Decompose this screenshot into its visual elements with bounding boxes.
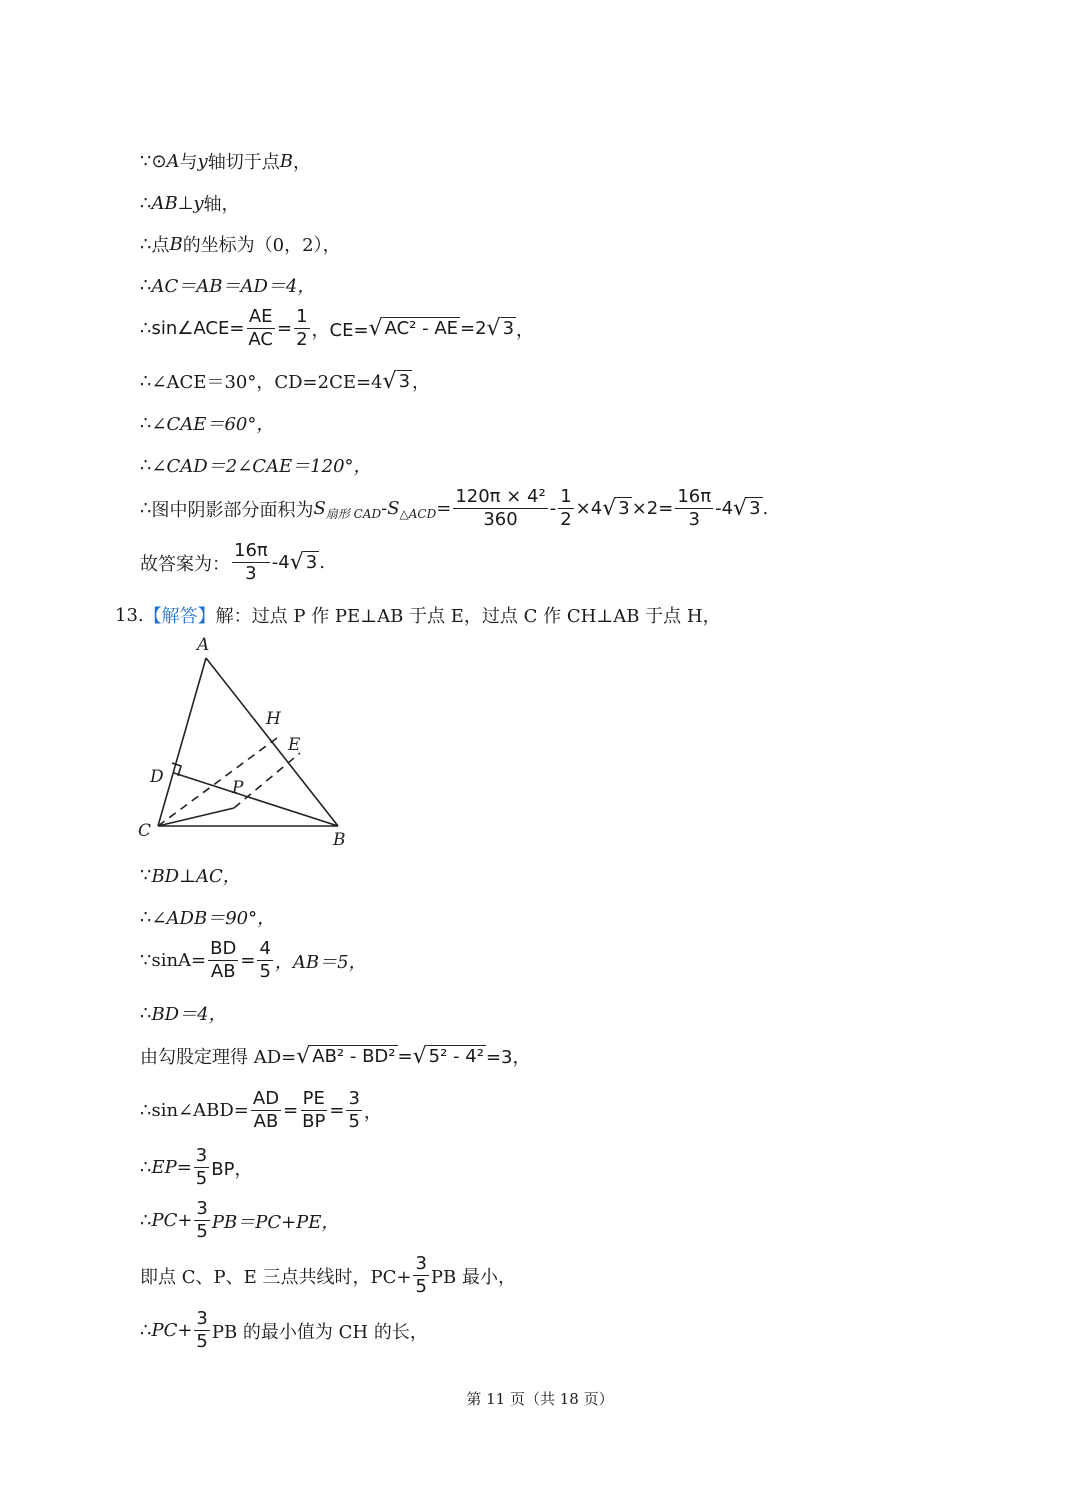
text: ， [292,152,311,173]
label-H: H [266,709,281,729]
solution-line-14 [140,938,367,983]
therefore-symbol: ∴ [140,1210,152,1231]
fraction [294,306,309,351]
text: ， [412,372,431,393]
therefore-symbol: ∴ [140,1002,152,1024]
denominator: 5 [415,1276,427,1297]
text: 与 [179,152,198,173]
square-root: √ 3 [733,496,761,521]
text: PB 的最小值为 CH 的长， [211,1321,428,1343]
numerator: 16π [234,540,268,561]
square-root: √ 3 [382,368,411,394]
text: PC+ [151,1320,193,1341]
fraction [413,1253,428,1298]
solution-line-5 [140,306,534,351]
label-E: E [288,735,301,755]
radicand: 3 [398,370,411,392]
numerator: 3 [195,1145,208,1166]
triangle-figure [130,630,360,850]
because-symbol: ∵ [140,150,152,172]
fraction [194,1198,209,1243]
square-root: √ AB² - BD² [296,1043,396,1069]
denominator: 2 [296,329,308,350]
therefore-symbol: ∴ [140,906,152,928]
text: - [381,498,388,519]
segment-DB [174,773,338,826]
radicand: 5² - 4² [428,1045,484,1067]
fraction [232,540,270,585]
fraction [558,486,573,531]
numerator: PE [302,1088,325,1109]
text: sin∠ACE= [151,318,245,339]
text: 解：过点 P 作 PE⊥AB 于点 E，过点 C 作 CH⊥AB 于点 H， [215,606,721,627]
solution-line-20 [140,1253,516,1298]
therefore-symbol: ∴ [140,498,152,519]
denominator: 5 [196,1331,208,1352]
circle-symbol: ⊙ [151,150,167,172]
text: sinA= [151,950,207,971]
solution-line-12 [140,862,241,888]
therefore-symbol: ∴ [140,454,152,476]
because-symbol: ∵ [140,864,152,886]
fraction [257,938,272,983]
text: ， [516,319,535,341]
fraction [194,1308,209,1353]
text: PB 最小， [430,1266,516,1288]
radicand: 3 [305,552,318,573]
solution-line-21 [140,1308,428,1353]
denominator: 3 [245,563,257,584]
expression: BD＝4， [151,1004,227,1025]
text: ×4 [575,498,603,519]
denominator: BP [302,1111,326,1132]
text: BP， [211,1158,253,1180]
solution-line-16 [140,1043,530,1069]
radicand: AC² - AE [384,318,458,339]
solution-line-13 [140,904,275,930]
numerator: 3 [196,1308,208,1329]
subscript: 扇形 CAD [325,507,382,521]
text: ∠ACE＝30°，CD=2CE=4 [151,372,383,393]
radicand: AB² - BD² [312,1045,396,1067]
text: = [283,1100,299,1121]
therefore-symbol: ∴ [140,192,152,214]
text: ×2= [631,498,674,519]
denominator: AC [248,329,273,350]
text: 由勾股定理得 AD= [140,1047,297,1068]
denominator: 5 [259,961,271,982]
expression: ∠CAE＝60°， [151,414,275,435]
text: = [436,498,452,519]
var-y: y [193,192,204,214]
expression: ∠ADB＝90°， [151,908,276,929]
numerator: AD [252,1088,280,1109]
solution-line-18 [140,1145,252,1190]
denominator: 5 [195,1168,208,1189]
fraction [208,938,238,983]
text: ， [363,1101,382,1123]
answer-tag: 【解答】 [143,606,216,627]
label-D: D [150,767,164,787]
text: 点 [151,235,170,256]
solution-line-19 [140,1198,339,1243]
var-A: A [166,150,180,172]
solution-line-15 [140,1000,227,1026]
numerator: 3 [415,1253,427,1274]
text: -4 [715,498,734,519]
therefore-symbol: ∴ [140,1100,152,1121]
numerator: 3 [348,1088,360,1109]
label-C: C [138,821,152,841]
label-P: P [232,778,244,798]
denominator: AB [253,1111,279,1132]
text: - [549,498,557,519]
text: 故答案为： [140,553,230,575]
text: . [762,498,769,519]
fraction [300,1088,327,1133]
solution-line-3 [140,231,341,257]
square-root: √ AC² - AE [368,316,458,341]
expression: BD⊥AC， [151,866,241,887]
text: sin∠ABD= [151,1100,249,1121]
text: = [397,1045,413,1067]
therefore-symbol: ∴ [140,318,152,339]
numerator: 1 [560,486,572,507]
square-root: √ 5² - 4² [412,1043,484,1069]
var-B: B [279,150,293,172]
fraction [453,486,547,531]
solution-line-1 [140,148,311,174]
denominator: AB [210,961,236,982]
numerator: 4 [259,938,271,959]
text: ，AB＝5， [274,951,367,973]
expression: AC＝AB＝AD＝4， [151,276,316,297]
text: -4 [271,552,290,573]
denominator: 2 [560,509,572,530]
text: = [240,950,256,971]
solution-line-9 [140,486,768,531]
because-symbol: ∵ [140,950,152,971]
dashed-PE [234,753,300,808]
text: = [329,1100,345,1121]
solution-line-4 [140,272,315,298]
fraction [194,1145,209,1190]
numerator: 120π × 4² [455,486,546,507]
therefore-symbol: ∴ [140,1320,152,1341]
page-footer: 第 11 页（共 18 页） [466,1390,614,1408]
numerator: AE [248,306,273,327]
radicand: 3 [618,498,630,519]
text: EP= [151,1157,192,1178]
denominator: 360 [483,509,518,530]
text: 的坐标为（0，2）， [182,235,341,256]
square-root: √ 3 [602,496,630,521]
subscript: △ACD [399,506,437,521]
solution-line-6 [140,368,430,394]
var-S: S [313,498,326,519]
solution-line-10 [140,540,325,585]
therefore-symbol: ∴ [140,412,152,434]
square-root: √ 3 [289,550,318,575]
numerator: 1 [296,306,308,327]
perp-symbol: ⊥ [177,192,194,214]
numerator: 16π [677,486,712,507]
fraction [346,1088,361,1133]
denominator: 5 [348,1111,360,1132]
solution-line-17 [140,1088,382,1133]
side-AC [158,658,206,826]
var-y: y [197,150,208,172]
therefore-symbol: ∴ [140,233,152,255]
numerator: 3 [196,1198,208,1219]
problem-number: 13. [115,604,144,626]
text: ，CE= [311,319,369,341]
dashed-CH [158,735,281,826]
text: = [276,318,293,339]
text: =2 [460,318,487,339]
numerator: BD [210,938,237,959]
text: 轴切于点 [207,152,280,173]
problem-13-header [115,602,721,628]
denominator: 3 [688,509,700,530]
text: 图中阴影部分面积为 [151,499,314,521]
text: PB＝PC+PE， [211,1211,340,1233]
solution-line-8 [140,452,372,478]
text: PC+ [151,1210,193,1231]
radicand: 3 [749,498,761,519]
label-B: B [333,830,346,850]
label-A: A [197,635,210,655]
text: 轴， [203,194,240,215]
var-AB: AB [151,192,178,214]
radicand: 3 [502,318,515,339]
fraction [675,486,713,531]
solution-line-7 [140,410,274,436]
fraction [246,306,275,351]
var-S: S [387,498,400,519]
fraction [251,1088,281,1133]
therefore-symbol: ∴ [140,274,152,296]
text: =3， [485,1047,531,1068]
var-B: B [169,233,183,255]
text: . [319,552,325,573]
text: 即点 C、P、E 三点共线时，PC+ [140,1266,412,1288]
therefore-symbol: ∴ [140,370,152,392]
solution-line-2 [140,190,240,216]
denominator: 5 [196,1221,208,1242]
square-root: √ 3 [486,316,515,341]
therefore-symbol: ∴ [140,1157,152,1178]
expression: ∠CAD＝2∠CAE＝120°， [151,456,372,477]
